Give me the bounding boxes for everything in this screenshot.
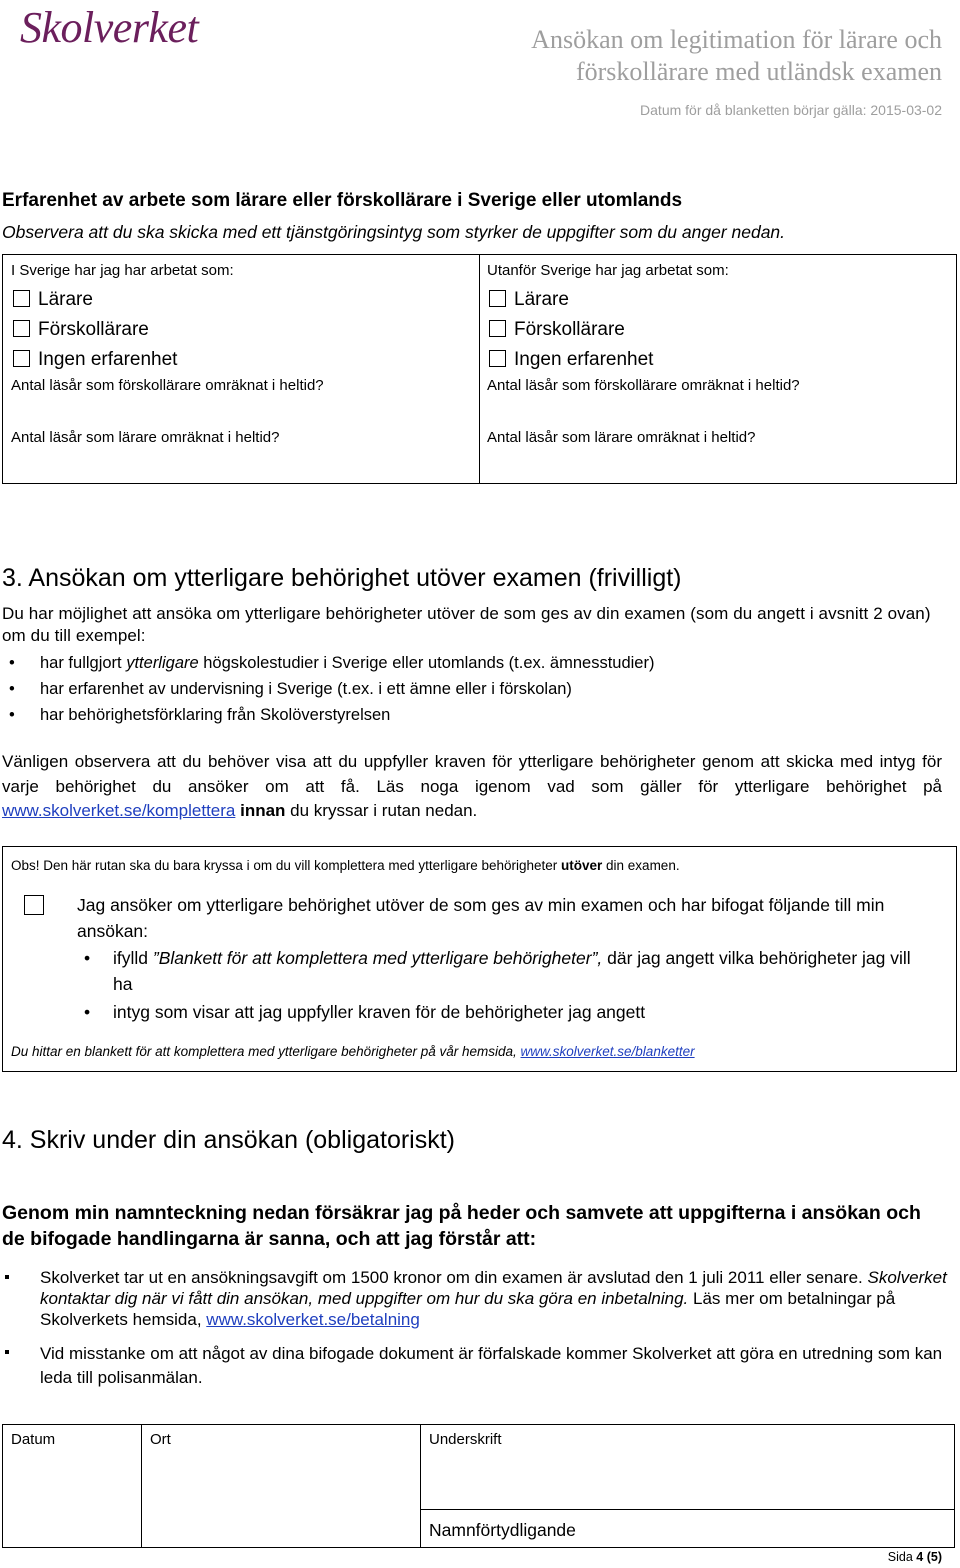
section3-heading: 3. Ansökan om ytterligare behörighet utöver examen (frivilligt) [2, 564, 682, 592]
abroad-q-larare: Antal läsår som lärare omräknat i heltid? [487, 429, 756, 446]
sweden-q-larare: Antal läsår som lärare omräknat i heltid? [11, 429, 280, 446]
abroad-title: Utanför Sverige har jag arbetat som: [487, 262, 729, 279]
datum-field[interactable] [3, 1425, 142, 1548]
checkbox[interactable] [489, 350, 506, 367]
text: 4 (5) [916, 1550, 942, 1564]
option-label: Ingen erfarenhet [514, 349, 654, 370]
experience-note: Observera att du ska skicka med ett tjänstgöringsintyg som styrker de uppgifter som du anger nedan. [2, 222, 786, 242]
list-item [2, 1267, 947, 1330]
underskrift-label: Underskrift [429, 1431, 502, 1448]
abroad-option-ingen-erfarenhet[interactable] [489, 345, 653, 375]
list-item: • har behörighetsförklaring från Skolöverstyrelsen [2, 702, 942, 728]
option-label: Förskollärare [514, 319, 625, 340]
sweden-larare-years-field[interactable] [11, 449, 471, 475]
experience-box [2, 254, 957, 484]
sweden-options [13, 285, 177, 375]
section4-lead: Genom min namnteckning nedan försäkrar jag på heder och samvete att uppgifterna i ansökan och de bifogade handlingarna är sanna, och att jag förstår att: [2, 1202, 921, 1250]
list-item: • intyg som visar att jag uppfyller kraven för de behörigheter jag angett [77, 999, 917, 1025]
section4-heading: 4. Skriv under din ansökan (obligatoriskt) [2, 1126, 456, 1154]
text: du kryssar i rutan nedan. [285, 801, 478, 820]
text: ytterligare [126, 654, 199, 672]
checkbox[interactable] [489, 290, 506, 307]
abroad-forskollarare-years-field[interactable] [487, 397, 947, 423]
text: Vänligen observera att du behöver visa att du uppfyller kraven för ytterligare behörigheter genom att skicka med intyg för varje behörighet du ansöker om att få. Läs noga igenom vad som gäller för ytterligare behörighet på [2, 752, 942, 796]
text: innan [240, 801, 286, 820]
text: ”Blankett för att komplettera med ytterligare behörigheter”, [152, 948, 603, 968]
datum-label: Datum [11, 1431, 56, 1448]
abroad-q-forskollarare: Antal läsår som förskollärare omräknat i heltid? [487, 377, 800, 394]
text: Skolverket kontaktar dig när vi fått din ansökan, med uppgifter om hur du ska göra en inbetalning. [40, 1268, 947, 1308]
supplement-box [2, 846, 957, 1072]
abroad-larare-years-field[interactable] [487, 449, 947, 475]
list-item: Vid misstanke om att något av dina bifogade dokument är förfalskade kommer Skolverket att göra en utredning som kan leda till polisanmälan. [2, 1342, 947, 1390]
option-label: Ingen erfarenhet [38, 349, 178, 370]
option-label: Lärare [38, 289, 93, 310]
supplement-bullets [77, 945, 917, 1025]
section3-intro: Du har möjlighet att ansöka om ytterligare behörigheter utöver de som ges av din examen (som du angett i avsnitt 2 ovan) om du till exempel: [2, 604, 931, 645]
supplement-text: Jag ansöker om ytterligare behörighet utöver de som ges av min examen och har bifogat följande till min ansökan: [77, 895, 885, 941]
text: Du hittar en blankett för att komplettera med ytterligare behörigheter på vår hemsida, [11, 1044, 521, 1059]
section3-paragraph [2, 750, 942, 824]
namnfortydligande-label: Namnförtydligande [429, 1520, 576, 1540]
section4-bullets [2, 1267, 947, 1390]
form-title-line2: förskollärare med utländsk examen [575, 57, 942, 86]
option-label: Lärare [514, 289, 569, 310]
form-title-line1: Ansökan om legitimation för lärare och [531, 25, 942, 54]
betalning-link[interactable]: www.skolverket.se/betalning [206, 1310, 420, 1329]
page-number [888, 1550, 942, 1564]
supplement-checkbox[interactable] [24, 895, 44, 915]
sweden-forskollarare-years-field[interactable] [11, 397, 471, 423]
text: Sida [887, 1550, 917, 1564]
section3-bullets [2, 650, 942, 728]
abroad-option-forskollarare[interactable] [489, 315, 653, 345]
sweden-option-larare[interactable] [13, 285, 177, 315]
komplettera-link[interactable]: www.skolverket.se/komplettera [2, 801, 236, 820]
text: högskolestudier i Sverige eller utomlands (t.ex. ämnesstudier) [198, 654, 655, 672]
abroad-option-larare[interactable] [489, 285, 653, 315]
checkbox[interactable] [13, 290, 30, 307]
form-title [382, 24, 942, 88]
list-item [2, 650, 942, 676]
checkbox[interactable] [489, 320, 506, 337]
text: Obs! Den här rutan ska du bara kryssa i om du vill komplettera med ytterligare behörigheter [11, 858, 562, 873]
text: din examen. [602, 858, 680, 873]
ort-field[interactable] [142, 1425, 421, 1548]
text: ifylld [113, 948, 153, 968]
option-label: Förskollärare [38, 319, 149, 340]
form-valid-date: Datum för då blanketten börjar gälla: 2015-03-02 [640, 102, 942, 118]
underskrift-field[interactable] [421, 1425, 955, 1510]
signature-table [2, 1424, 955, 1548]
abroad-options [489, 285, 653, 375]
text: Läs mer om betalningar på Skolverkets hemsida, [40, 1289, 896, 1329]
text: Skolverket tar ut en ansökningsavgift om 1500 kronor om din examen är avslutad den 1 juli 2011 eller senare. [40, 1268, 868, 1287]
sweden-title: I Sverige har jag har arbetat som: [11, 262, 234, 279]
sweden-option-forskollarare[interactable] [13, 315, 177, 345]
namnfortydligande-field[interactable] [421, 1510, 955, 1548]
text: utöver [561, 858, 603, 873]
sweden-option-ingen-erfarenhet[interactable] [13, 345, 177, 375]
text: har fullgjort [40, 654, 127, 672]
ort-label: Ort [150, 1431, 171, 1448]
sweden-q-forskollarare: Antal läsår som förskollärare omräknat i heltid? [11, 377, 324, 394]
blanketter-link[interactable]: www.skolverket.se/blanketter [520, 1044, 695, 1059]
experience-heading: Erfarenhet av arbete som lärare eller förskollärare i Sverige eller utomlands [2, 190, 683, 211]
blankett-note [11, 1044, 695, 1059]
checkbox[interactable] [13, 350, 30, 367]
checkbox[interactable] [13, 320, 30, 337]
list-item [77, 945, 917, 997]
list-item: • har erfarenhet av undervisning i Sverige (t.ex. i ett ämne eller i förskolan) [2, 676, 942, 702]
text: där jag angett vilka behörigheter jag vill ha [113, 948, 911, 994]
skolverket-logo: Skolverket [20, 3, 199, 52]
obs-note [11, 858, 680, 873]
experience-divider [479, 255, 480, 483]
